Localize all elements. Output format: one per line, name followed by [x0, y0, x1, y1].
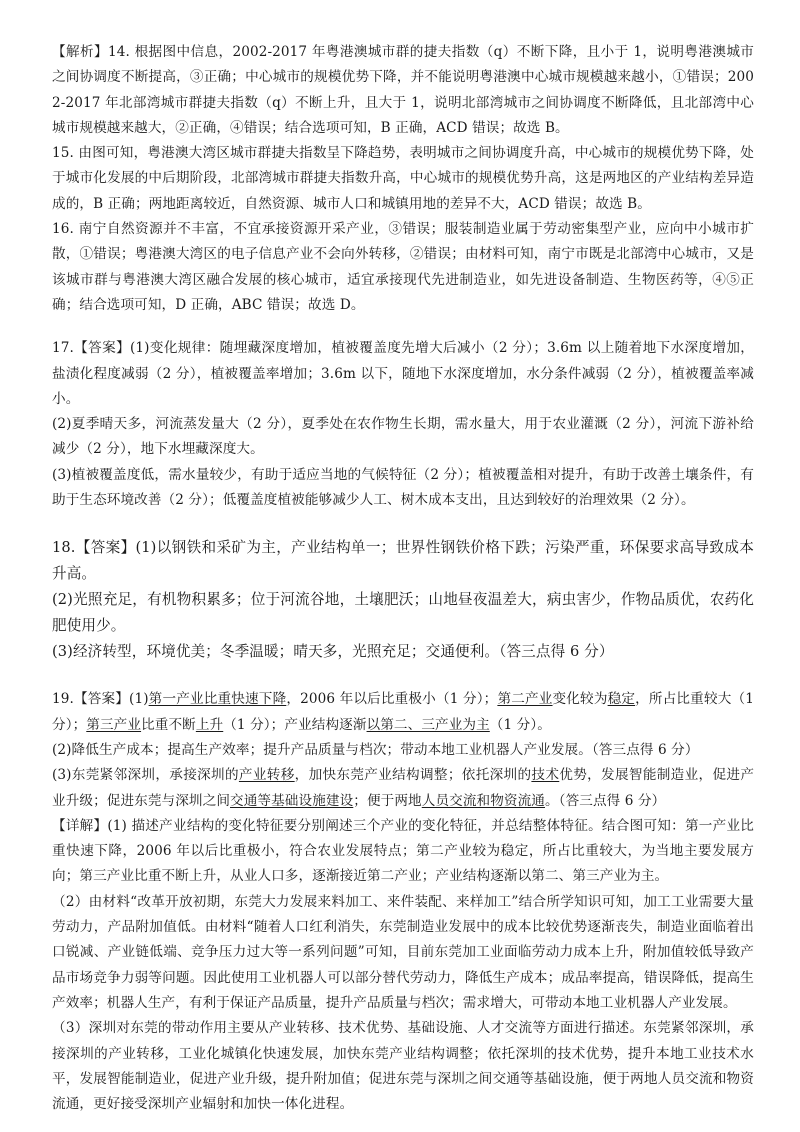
- q19-p1-seg: 变化较为: [552, 691, 608, 708]
- answer-sheet-page: [52, 40, 754, 1117]
- q19-p1-seg: （1 分）；产业结构逐渐: [223, 716, 367, 733]
- q17-part3: (3)植被覆盖度低，需水量较少，有助于适应当地的气候特征（2 分）；植被覆盖相对提升，有助于改善土壤条件，有助于生态环境改善（2 分）；低覆盖度植被能够减少人工、树木成本支出，且达到较好的治理效果（2 分）。: [52, 466, 754, 509]
- analysis-q16: 16. 南宁自然资源并不丰富，不宜承接资源开采产业，③错误；服装制造业属于劳动密集型产业，应向中小城市扩散，①错误；粤港澳大湾区的电子信息产业不会向外转移，②错误；由材料可知，南宁市既是北部湾中心城市，又是该城市群与粤港澳大湾区融合发展的核心城市，适宜承接现代先进制造业，如先进设备制造、生物医药等，④⑤正确；结合选项可知，D 正确，ABC 错误；故选 D。: [52, 221, 754, 313]
- answer-q18: [52, 535, 754, 665]
- q19-p3-seg: ，加快东莞产业结构调整；依托深圳的: [294, 767, 532, 784]
- q19-detail-3: （3）深圳对东莞的带动作用主要从产业转移、技术优势、基础设施、人才交流等方面进行描述。东莞紧邻深圳，承接深圳的产业转移，工业化城镇化快速发展，加快东莞产业结构调整；依托深圳的技术优势，提升本地工业技术水平，发展智能制造业，促进产业升级，提升附加值；促进东莞与深圳之间交通等基础设施，便于两地人员交流和物资流通，更好接受深圳产业辐射和加快一体化进程。: [52, 1020, 754, 1113]
- answer-q19: [52, 687, 754, 1117]
- q19-detail-2: （2）由材料“改革开放初期，东莞大力发展来料加工、来件装配、来样加工”结合所学知识可知，加工工业需要大量劳动力，产品附加值低。由材料“随着人口红利消失，东莞制造业发展中的成本比较优势逐渐丧失，制造业面临着出口锐减、产业链低端、竞争压力过大等一系列问题”可知，目前东莞加工业面临劳动力成本上升，附加值较低导致产品市场竞争力弱等问题。因此使用工业机器人可以部分替代劳动力，降低生产成本；成品率提高，错误降低，提高生产效率；机器人生产，有利于保证产品质量，提升产品质量与档次；需求增大，可带动本地工业机器人产业发展。: [52, 893, 754, 1011]
- q19-p3-underline: 产业转移: [238, 767, 295, 784]
- q19-p3-seg: 。（答三点得 6 分）: [545, 792, 666, 809]
- q19-p1-seg: 比重不断: [141, 716, 196, 733]
- q19-p1-underline: 以第二、三产业为主: [366, 716, 490, 733]
- q19-p1-underline: 上升: [195, 716, 224, 733]
- q17-part2: (2)夏季晴天多，河流蒸发量大（2 分），夏季处在农作物生长期，需水量大，用于农业灌溉（2 分），河流下游补给减少（2 分），地下水埋藏深度大。: [52, 416, 754, 458]
- q18-part3: (3)经济转型，环境优美；冬季温暖；晴天多，光照充足；交通便利。（答三点得 6 分）: [52, 643, 614, 661]
- analysis-q15: 15. 由图可知，粤港澳大湾区城市群捷夫指数呈下降趋势，表明城市之间协调度升高，中心城市的规模优势下降，处于城市化发展的中后期阶段，北部湾城市群捷夫指数升高，中心城市的规模优势升高，这是两地区的产业结构差异造成的，B 正确；两地距离较近，自然资源、城市人口和城镇用地的差异不大，ACD 错误；故选 B。: [52, 145, 754, 212]
- q19-p3-seg: 优势，发展智能制造业，促进产业升级；促进东莞与深圳之间: [52, 767, 755, 809]
- q19-detail-1: 【详解】(1) 描述产业结构的变化特征要分别阐述三个产业的变化特征，并总结整体特征。结合图可知：第一产业比重快速下降，2006 年以后比重极小，符合农业发展特点；第二产业较为稳定，所占比重较大，为当地主要发展方向；第三产业比重不断上升，从业人口多，逐渐接近第二产业；产业结构逐渐以第二、第三产业为主。: [52, 817, 754, 885]
- q19-p1-seg: （1 分）。: [489, 716, 551, 733]
- q18-part1: 18.【答案】(1)以钢铁和采矿为主，产业结构单一；世界性钢铁价格下跌；污染严重，环保要求高导致成本升高。: [52, 539, 754, 583]
- q19-p3-underline: 人员交流和物资流通: [421, 792, 545, 809]
- answer-q17: [52, 336, 754, 513]
- q19-p3-underline: 技术: [531, 767, 560, 784]
- q19-p3-seg: ；便于两地: [353, 792, 422, 809]
- q19-part2: (2)降低生产成本；提高生产效率；提升产品质量与档次；带动本地工业机器人产业发展。（答三点得 6 分）: [52, 741, 699, 758]
- q19-p1-underline: 第一产业比重快速下降: [148, 691, 287, 708]
- q18-part2: (2)光照充足，有机物积累多；位于河流谷地，土壤肥沃；山地昼夜温差大，病虫害少，作物品质优，农药化肥使用少。: [52, 591, 754, 635]
- q19-p1-underline: 第三产业: [86, 716, 142, 733]
- q19-part1: [52, 687, 754, 738]
- analysis-q14: 【解析】14. 根据图中信息，2002-2017 年粤港澳城市群的捷夫指数（q）不断下降，且小于 1，说明粤港澳城市之间协调度不断提高，③正确；中心城市的规模优势下降，并不能说明粤港澳中心城市规模越来越小，①错误；2002-2017 年北部湾城市群捷夫指数（q）不断上升，且大于 1，说明北部湾城市之间协调度不断降低，且北部湾中心城市规模越来越大，②正确，④错误；结合选项可知，B 正确，ACD 错误；故选 B。: [52, 44, 754, 136]
- q19-p3-underline: 交通等基础设施建设: [230, 792, 354, 809]
- q17-part1: 17.【答案】(1)变化规律：随埋藏深度增加，植被覆盖度先增大后减小（2 分）；3.6m 以上随着地下水深度增加，盐渍化程度减弱（2 分），植被覆盖率增加；3.6m 以下，随地下水深度增加，水分条件减弱（2 分），植被覆盖率减小。: [52, 340, 754, 407]
- q19-p1-seg: ，2006 年以后比重极小（1 分）；: [286, 691, 498, 708]
- q19-p1-seg: 19.【答案】(1): [52, 691, 149, 708]
- q19-part3: [52, 763, 754, 814]
- q19-p3-seg: (3)东莞紧邻深圳，承接深圳的: [52, 767, 239, 784]
- q19-p1-underline: 第二产业: [497, 691, 553, 708]
- q19-p1-underline: 稳定: [607, 691, 636, 708]
- q19-p1-seg: ，所占比重较大（1 分）；: [52, 691, 754, 733]
